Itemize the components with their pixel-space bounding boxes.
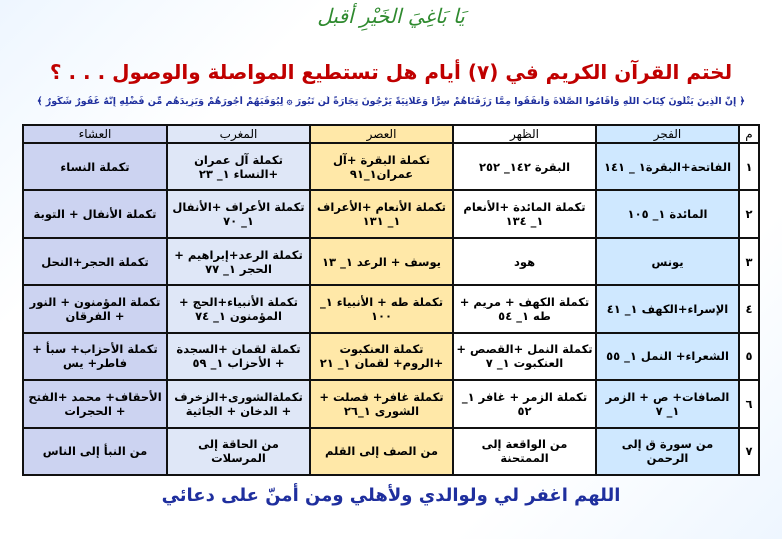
cell-dhuhr: هود: [453, 238, 596, 285]
cell-isha: الأحقاف+ محمد +الفتح + الحجرات: [23, 380, 167, 427]
header-num: م: [739, 125, 759, 143]
cell-isha: تكملة النساء: [23, 143, 167, 190]
schedule-table: [22, 124, 760, 476]
table-row: [23, 238, 759, 285]
cell-asr: تكملة البقرة +آل عمران١_٩١: [310, 143, 453, 190]
row-number: ٧: [739, 428, 759, 475]
table-row: [23, 380, 759, 427]
cell-isha: تكملة الحجر+النحل: [23, 238, 167, 285]
cell-asr: يوسف + الرعد ١_ ١٣: [310, 238, 453, 285]
table-row: [23, 143, 759, 190]
cell-asr: تكملة العنكبوت +الروم+ لقمان ١_ ٢١: [310, 333, 453, 380]
cell-asr: تكملة غافر+ فصلت + الشورى ١_٢٦: [310, 380, 453, 427]
row-number: ١: [739, 143, 759, 190]
cell-isha: تكملة الأحزاب+ سبأ + فاطر+ يس: [23, 333, 167, 380]
header-dhuhr: الظهر: [453, 125, 596, 143]
cell-fajr: من سورة ق إلى الرحمن: [596, 428, 739, 475]
row-number: ٥: [739, 333, 759, 380]
cell-dhuhr: البقرة ١٤٢_ ٢٥٢: [453, 143, 596, 190]
cell-maghrib: تكملة الأنبياء+الحج + المؤمنون ١_ ٧٤: [167, 285, 310, 332]
cell-dhuhr: تكملة المائدة +الأنعام ١_ ١٣٤: [453, 190, 596, 237]
cell-dhuhr: تكملة النمل +القصص + العنكبوت ١_ ٧: [453, 333, 596, 380]
table-row: [23, 428, 759, 475]
cell-dhuhr: من الواقعة إلى الممتحنة: [453, 428, 596, 475]
cell-fajr: الشعراء+ النمل ١_ ٥٥: [596, 333, 739, 380]
cell-maghrib: من الحاقة إلى المرسلات: [167, 428, 310, 475]
table-header-row: [23, 125, 759, 143]
table-row: [23, 333, 759, 380]
header-maghrib: المغرب: [167, 125, 310, 143]
page-title: لختم القرآن الكريم في (٧) أيام هل تستطيع المواصلة والوصول . . . ؟: [49, 60, 733, 84]
quran-verse: ﴿ إِنَّ الَّذِينَ يَتْلُونَ كِتَابَ اللَّهِ وَأَقَامُوا الصَّلَاةَ وَأَنفَقُوا مِمَّا رَزَقْنَاهُمْ سِرًّا وَعَلَانِيَةً يَرْجُونَ تِجَارَةً لَّن تَبُورَ ۞ لِيُوَفِّيَهُمْ أُجُورَهُمْ وَيَزِيدَهُم مِّن فَضْلِهِ إِنَّهُ غَفُورٌ شَكُورٌ ﴾: [36, 96, 746, 107]
cell-asr: تكملة طه + الأنبياء ١_ ١٠٠: [310, 285, 453, 332]
cell-fajr: يونس: [596, 238, 739, 285]
closing-dua: اللهم اغفر لي ولوالدي ولأهلي ومن أمنّ على دعائي: [161, 485, 621, 506]
cell-maghrib: تكملةالشورى+الزخرف + الدخان + الجاثية: [167, 380, 310, 427]
cell-fajr: الفاتحة+البقرة١ _ ١٤١: [596, 143, 739, 190]
cell-fajr: الإسراء+الكهف ١_ ٤١: [596, 285, 739, 332]
row-number: ٣: [739, 238, 759, 285]
cell-dhuhr: تكملة الكهف + مريم + طه ١_ ٥٤: [453, 285, 596, 332]
header-isha: العشاء: [23, 125, 167, 143]
cell-isha: تكملة المؤمنون + النور + الفرقان: [23, 285, 167, 332]
cell-asr: تكملة الأنعام +الأعراف ١_ ١٣١: [310, 190, 453, 237]
cell-maghrib: تكملة آل عمران +النساء ١_ ٢٣: [167, 143, 310, 190]
cell-maghrib: تكملة الرعد+إبراهيم + الحجر ١_ ٧٧: [167, 238, 310, 285]
cell-fajr: الصافات+ ص + الزمر ١_ ٧: [596, 380, 739, 427]
header-asr: العصر: [310, 125, 453, 143]
row-number: ٢: [739, 190, 759, 237]
row-number: ٦: [739, 380, 759, 427]
cell-maghrib: تكملة الأعراف +الأنفال ١_ ٧٠: [167, 190, 310, 237]
cell-maghrib: تكملة لقمان +السجدة + الأحزاب ١_ ٥٩: [167, 333, 310, 380]
greeting-text: يَا بَاغِيَ الخَيْرِ أقبل: [317, 4, 465, 28]
table-row: [23, 285, 759, 332]
cell-dhuhr: تكملة الزمر + غافر ١_ ٥٢: [453, 380, 596, 427]
row-number: ٤: [739, 285, 759, 332]
cell-isha: من النبأ إلى الناس: [23, 428, 167, 475]
table-row: [23, 190, 759, 237]
cell-isha: تكملة الأنفال + التوبة: [23, 190, 167, 237]
cell-fajr: المائدة ١_ ١٠٥: [596, 190, 739, 237]
cell-asr: من الصف إلى القلم: [310, 428, 453, 475]
header-fajr: الفجر: [596, 125, 739, 143]
